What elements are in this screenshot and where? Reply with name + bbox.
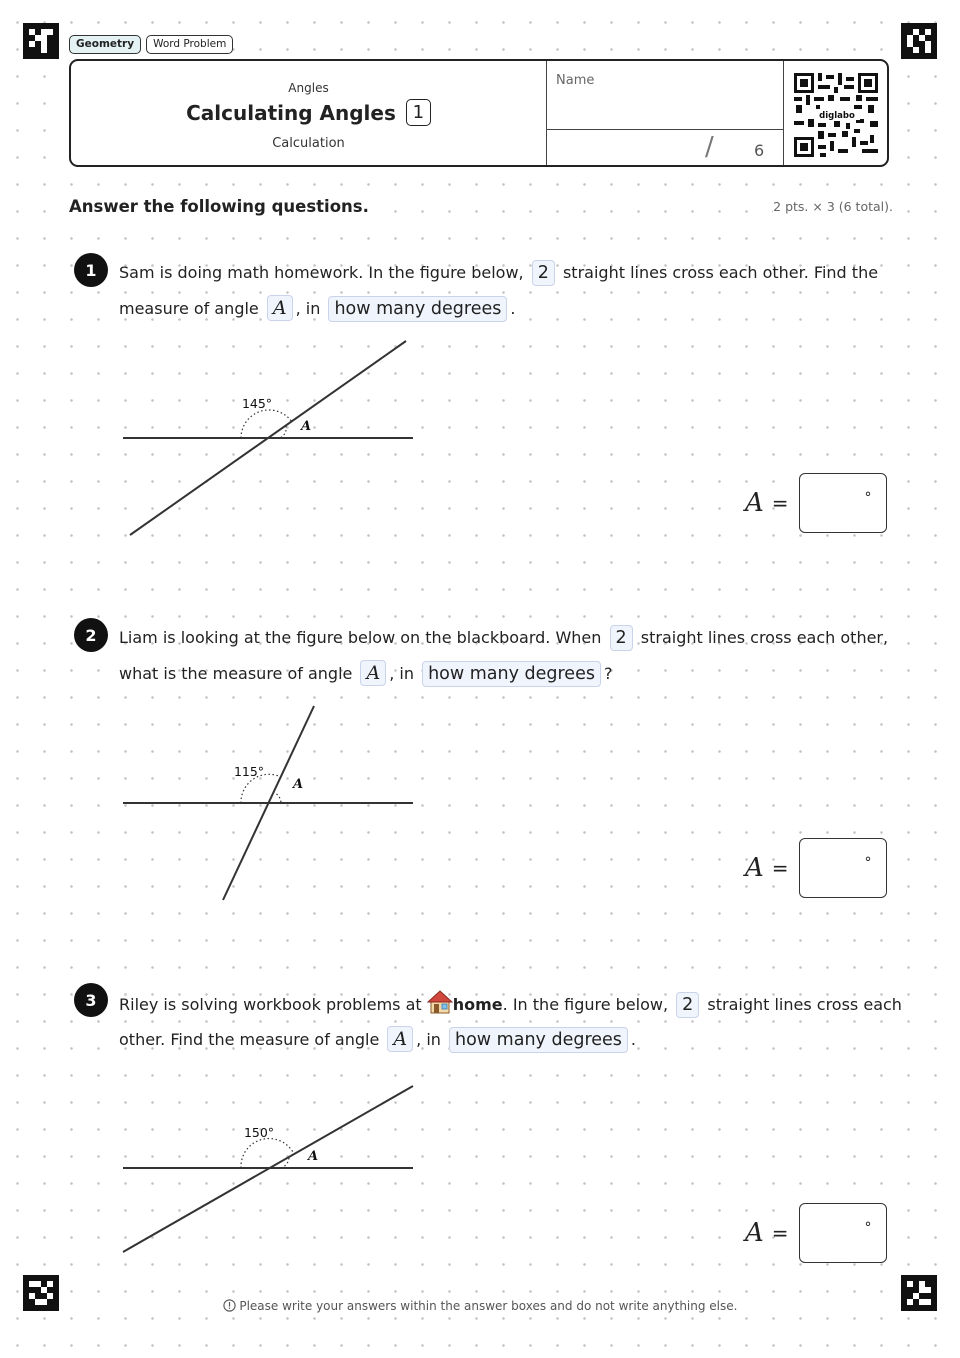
title-block [71, 61, 546, 165]
question-number-2: 2 [74, 618, 108, 652]
question-text: . [510, 299, 516, 318]
question-3-line-2 [119, 1026, 636, 1053]
given-angle-label: 150° [243, 1125, 275, 1140]
question-number-3: 3 [74, 983, 108, 1017]
footer-note [0, 1299, 960, 1313]
answer-box-2[interactable] [799, 838, 887, 898]
question-2-line-2 [119, 660, 612, 687]
given-angle-label: 145° [241, 396, 273, 411]
given-angle-arc [241, 1139, 294, 1168]
equals-sign: = [771, 856, 789, 880]
question-text: straight lines cross each [707, 995, 902, 1014]
question-text: straight lines cross each other, [640, 628, 889, 647]
question-text: , in [416, 1030, 441, 1049]
question-number-1: 1 [74, 253, 108, 287]
angle-variable-box: A [387, 1026, 413, 1052]
answer-variable: A [745, 488, 764, 518]
corner-marker-top-left [23, 23, 59, 59]
angle-variable-box: A [267, 295, 293, 321]
answer-area-1 [745, 473, 887, 533]
question-2-line-1 [119, 625, 888, 651]
answer-area-2 [745, 838, 887, 898]
question-text: . [630, 1030, 636, 1049]
qr-caption: diglabo [819, 111, 855, 121]
unit-box: how many degrees [449, 1027, 628, 1053]
corner-marker-top-right [901, 23, 937, 59]
question-text: Riley is solving workbook problems at [119, 995, 422, 1014]
points-info: 2 pts. × 3 (6 total). [773, 199, 893, 214]
degree-symbol: ° [864, 490, 872, 506]
given-angle-label: 115° [233, 764, 265, 779]
score-total: 6 [754, 141, 765, 160]
score-slash: / [705, 132, 714, 162]
question-text: ? [603, 664, 613, 683]
place-label: home [452, 995, 503, 1014]
tag-list [69, 35, 233, 54]
angle-a-label: A [307, 1149, 319, 1164]
unknown-angle-arc [273, 792, 281, 803]
worksheet-header [69, 59, 889, 167]
qr-code [794, 73, 878, 157]
answer-box-3[interactable] [799, 1203, 887, 1263]
unit-box: how many degrees [328, 296, 507, 322]
figure-1-intersecting-lines [115, 335, 420, 545]
answer-variable: A [745, 1218, 764, 1248]
angle-a-label: A [300, 419, 312, 434]
question-text: measure of angle [119, 299, 259, 318]
line-count-box: 2 [676, 992, 699, 1018]
tag-word-problem: Word Problem [146, 35, 233, 54]
name-score-block [546, 61, 784, 165]
tag-geometry: Geometry [69, 35, 141, 54]
question-3-line-1 [119, 990, 902, 1018]
degree-symbol: ° [864, 1220, 872, 1236]
subject-label: Angles [288, 81, 329, 95]
question-text: Sam is doing math homework. In the figure below, [119, 263, 524, 282]
question-text: straight lines cross each other. Find the [562, 263, 879, 282]
question-1-line-2 [119, 295, 515, 322]
line-count-box: 2 [532, 260, 555, 286]
worksheet-title: Calculating Angles [186, 100, 396, 125]
instructions: Answer the following questions. [69, 197, 373, 216]
angle-a-label: A [292, 777, 304, 792]
equals-sign: = [771, 491, 789, 515]
question-text: , in [389, 664, 414, 683]
figure-3-intersecting-lines [115, 1065, 420, 1265]
figure-2-intersecting-lines [115, 700, 420, 910]
footer-text: Please write your answers within the answer boxes and do not write anything else. [239, 1299, 738, 1313]
question-text: , in [295, 299, 321, 318]
question-1-line-1 [119, 260, 878, 286]
answer-box-1[interactable] [799, 473, 887, 533]
equals-sign: = [771, 1221, 789, 1245]
line-count-box: 2 [610, 625, 633, 651]
degree-symbol: ° [864, 855, 872, 871]
house-icon [427, 990, 453, 1014]
question-text: what is the measure of angle [119, 664, 353, 683]
question-text: other. Find the measure of angle [119, 1030, 380, 1049]
answer-area-3 [745, 1203, 887, 1263]
question-text: Liam is looking at the figure below on the blackboard. When [119, 628, 602, 647]
unit-box: how many degrees [422, 661, 601, 687]
worksheet-number: 1 [406, 99, 431, 126]
name-label: Name [556, 73, 595, 88]
question-text: . In the figure below, [502, 995, 669, 1014]
info-icon [223, 1299, 236, 1312]
angle-variable-box: A [360, 660, 386, 686]
category-label: Calculation [272, 136, 345, 151]
answer-variable: A [745, 853, 764, 883]
